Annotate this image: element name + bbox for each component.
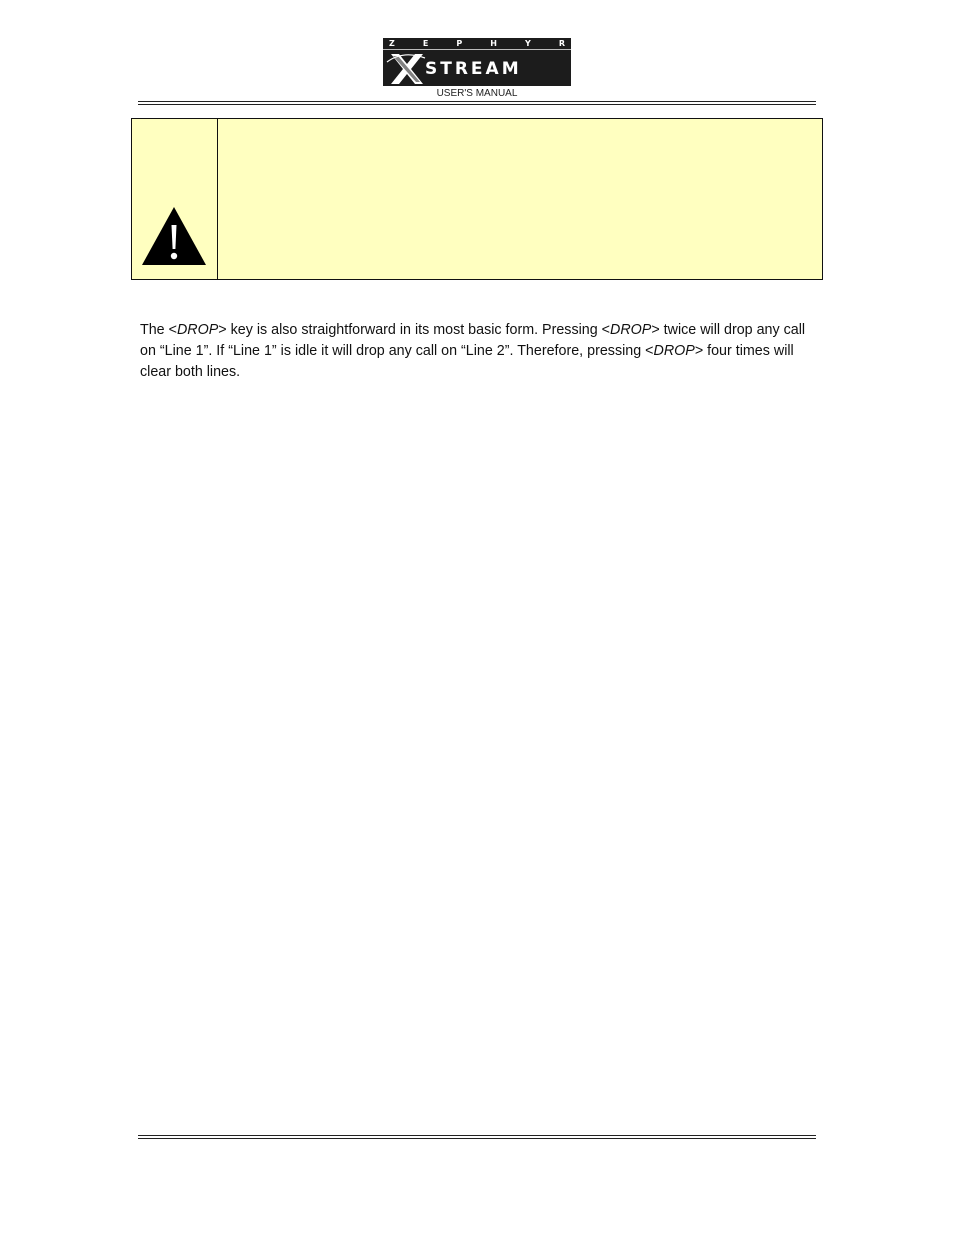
header-rule — [138, 101, 816, 102]
body-paragraph — [140, 320, 816, 383]
logo-letter: H — [490, 38, 497, 48]
paragraph-text: The < — [140, 322, 177, 339]
key-name: DROP — [653, 343, 695, 360]
logo-x-mark-icon — [383, 52, 427, 86]
footer-rule — [138, 1135, 816, 1136]
paragraph-text: > key is also straightforward in its most basic form. Pressing < — [218, 322, 611, 339]
header-rule-secondary — [138, 104, 816, 105]
header-subtitle: USER'S MANUAL — [436, 88, 518, 99]
logo-letter: R — [558, 38, 565, 48]
paragraph-text: > four times will clear both lines. — [140, 343, 794, 381]
logo-letter: Y — [524, 38, 531, 48]
logo-letter: P — [456, 38, 463, 48]
logo-wordmark: STREAM — [425, 59, 522, 79]
warning-triangle-icon — [140, 205, 208, 267]
paragraph-text: > twice will drop any call on “Line 1”. If “Line 1” is idle it will drop any call on “Line 2”. Therefore, pressing < — [140, 322, 806, 360]
key-name: DROP — [610, 322, 652, 339]
zephyr-xstream-logo — [383, 38, 571, 86]
logo-top-band — [383, 38, 571, 50]
logo-letter: Z — [389, 38, 395, 48]
key-name: DROP — [176, 322, 219, 339]
logo-letter: E — [422, 38, 429, 48]
footer-rule-secondary — [138, 1138, 816, 1139]
logo-main-band — [383, 52, 571, 86]
warning-callout-divider — [217, 119, 218, 279]
warning-callout — [131, 118, 823, 280]
